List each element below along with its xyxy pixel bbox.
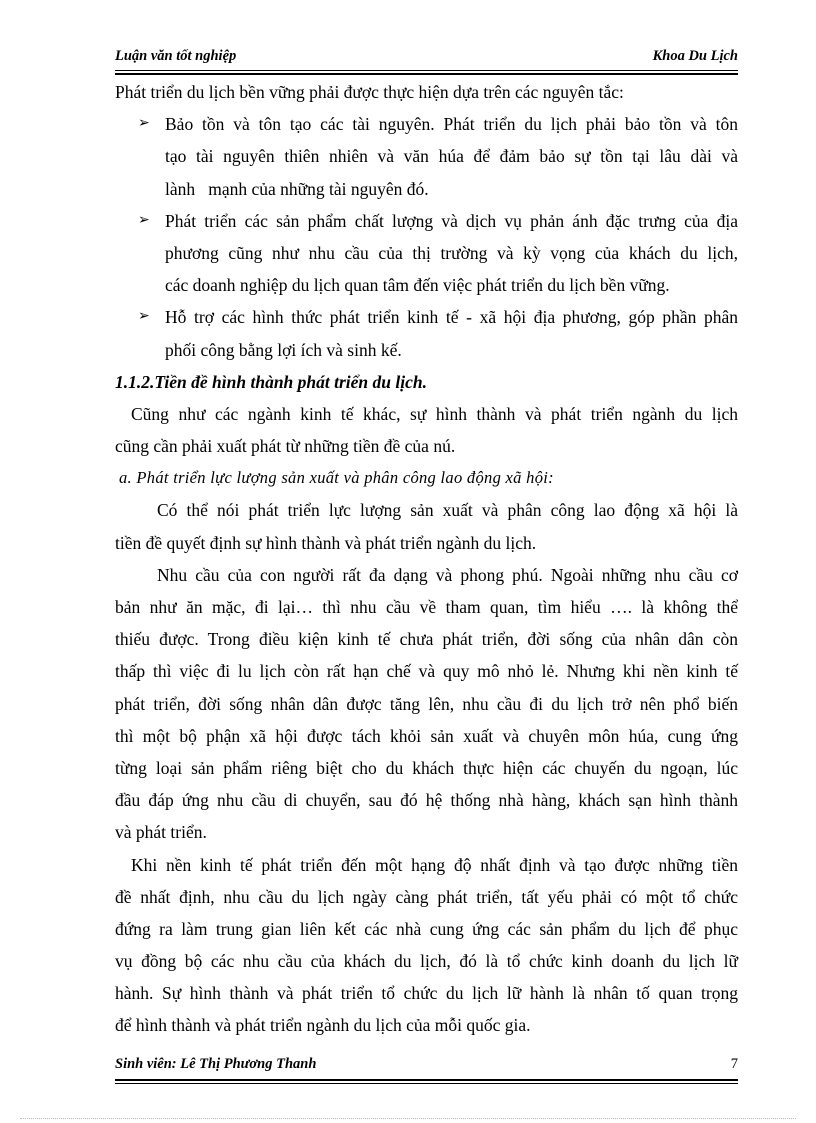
bullet-line: Phát triển các sản phẩm chất lượng và dịch vụ phản ánh đặc trưng của địa xyxy=(165,210,738,231)
bullet-item xyxy=(115,205,738,302)
page-number: 7 xyxy=(730,1056,738,1072)
header-faculty-label: Khoa Du Lịch xyxy=(652,48,738,64)
bullet-line: Bảo tồn và tôn tạo các tài nguyên. Phát triển du lịch phải bảo tồn và tôn xyxy=(165,114,738,135)
bullet-line: phương cũng như nhu cầu của thị trường và kỳ vọng của khách du lịch, xyxy=(165,242,738,263)
paragraph-line: và phát triển. xyxy=(115,822,207,843)
paragraph-line: thấp thì việc đi lu lịch còn rất hạn chế và quy mô nhỏ lẻ. Nhưng khi nền kinh tế xyxy=(115,661,738,682)
paragraph-line: Cũng như các ngành kinh tế khác, sự hình thành và phát triển ngành du lịch xyxy=(131,403,738,424)
bullet-line: tạo tài nguyên thiên nhiên và văn húa để đảm bảo sự tồn tại lâu dài và xyxy=(165,146,738,167)
header-thesis-label: Luận văn tốt nghiệp xyxy=(115,48,237,64)
arrow-bullet-icon: ➢ xyxy=(138,116,150,132)
paragraph-line: hành. Sự hình thành và phát triển tổ chức du lịch lữ hành là nhân tố quan trọng xyxy=(115,983,738,1004)
footer-rule-thick xyxy=(115,1079,738,1081)
page-body xyxy=(115,76,738,1042)
paragraph-line: bản như ăn mặc, đi lại… thì nhu cầu về tham quan, tìm hiểu …. là không thể xyxy=(115,597,738,617)
paragraph-line: thì một bộ phận xã hội được tách khỏi sản xuất và chuyên môn húa, cung ứng xyxy=(115,725,738,746)
page-bottom-divider xyxy=(20,1118,796,1119)
paragraph-line: Nhu cầu của con người rất đa dạng và phong phú. Ngoài những nhu cầu cơ xyxy=(157,564,738,585)
paragraph-line: đề nhất định, nhu cầu du lịch ngày càng phát triển, tất yếu phải có một tổ chức xyxy=(115,886,738,907)
arrow-bullet-icon: ➢ xyxy=(138,309,150,325)
paragraph-line: đứng ra làm trung gian liên kết các nhà cung ứng các sản phẩm du lịch để phục xyxy=(115,918,738,939)
bullet-line: Hỗ trợ các hình thức phát triển kinh tế - xã hội địa phương, góp phần phân xyxy=(165,307,738,328)
paragraph-line: đầu đáp ứng nhu cầu di chuyển, sau đó hệ thống nhà hàng, khách sạn hình thành xyxy=(115,790,738,811)
paragraph-line: phát triển, đời sống nhân dân được tăng lên, nhu cầu đi du lịch trở nên phổ biến xyxy=(115,693,738,714)
bullet-item xyxy=(115,301,738,365)
bullet-line: lành mạnh của những tài nguyên đó. xyxy=(165,178,429,199)
bullet-line: các doanh nghiệp du lịch quan tâm đến việc phát triển du lịch bền vững. xyxy=(165,275,670,296)
bullet-item xyxy=(115,108,738,205)
paragraph-line: để hình thành và phát triển ngành du lịch của mỗi quốc gia. xyxy=(115,1015,531,1036)
paragraph-line: Khi nền kinh tế phát triển đến một hạng độ nhất định và tạo được những tiền xyxy=(131,854,738,875)
footer-rule-thin xyxy=(115,1083,738,1084)
paragraph-line: Có thể nói phát triển lực lượng sản xuất và phân công lao động xã hội là xyxy=(157,500,738,521)
paragraph-line: tiền đề quyết định sự hình thành và phát triển ngành du lịch. xyxy=(115,532,537,553)
paragraph-line: từng loại sản phẩm riêng biệt cho du khách thực hiện các chuyến du ngoạn, lúc xyxy=(115,757,738,778)
bullet-line: phối công bằng lợi ích và sinh kế. xyxy=(165,339,402,360)
paragraph-line: cũng cần phải xuất phát từ những tiền đề của nú. xyxy=(115,436,456,457)
arrow-bullet-icon: ➢ xyxy=(138,212,150,228)
header-rule-thin xyxy=(115,70,738,71)
footer-student-name: Sinh viên: Lê Thị Phương Thanh xyxy=(115,1056,317,1072)
intro-line: Phát triển du lịch bền vững phải được thực hiện dựa trên các nguyên tắc: xyxy=(115,82,624,102)
paragraph-line: thiếu được. Trong điều kiện kinh tế chưa phát triển, đời sống của nhân dân còn xyxy=(115,629,738,650)
paragraph-line: vụ đồng bộ các nhu cầu của khách du lịch, đó là tổ chức kinh doanh du lịch lữ xyxy=(115,951,738,972)
header-rule-thick xyxy=(115,73,738,75)
section-heading: 1.1.2.Tiền đề hình thành phát triển du lịch. xyxy=(115,371,428,392)
subsection-heading: a. Phát triển lực lượng sản xuất và phân công lao động xã hội: xyxy=(119,468,554,488)
